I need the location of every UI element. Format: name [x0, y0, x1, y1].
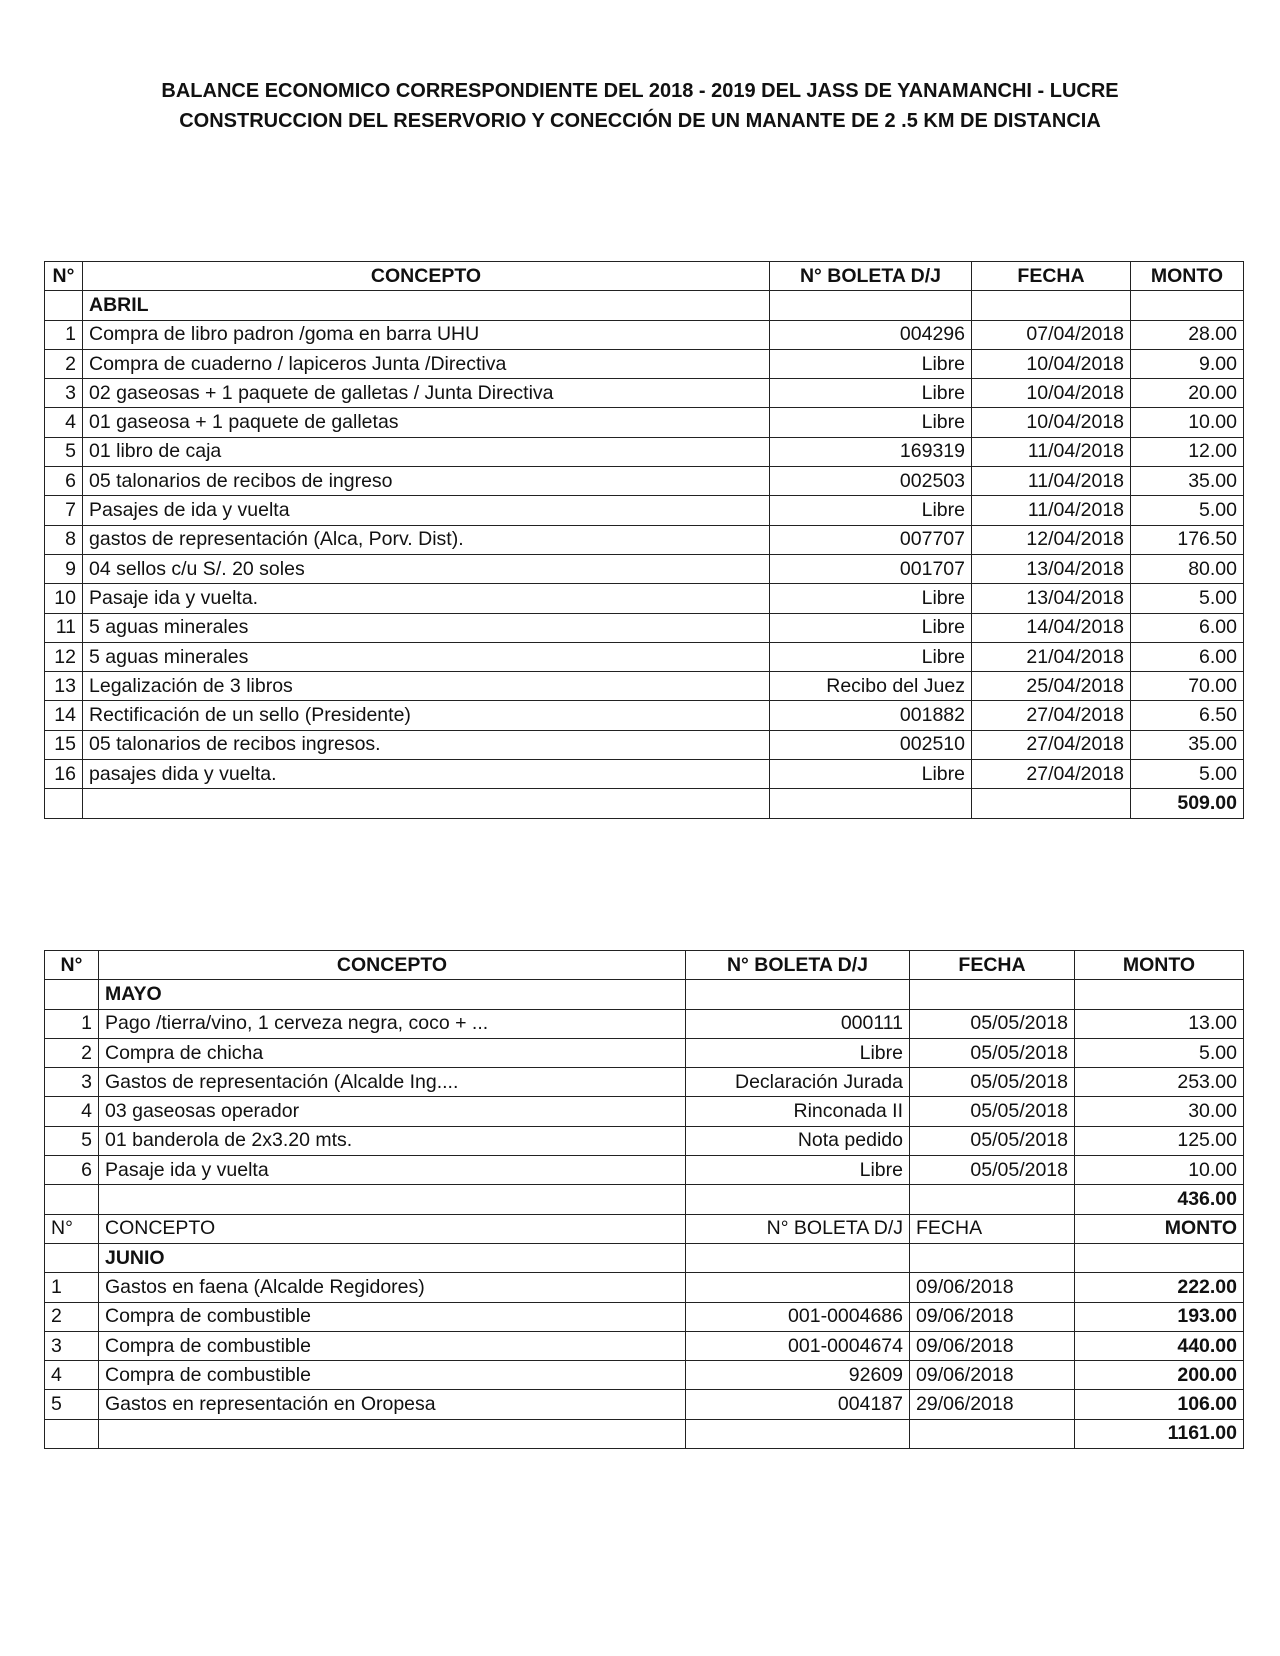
- row-monto: 9.00: [1131, 349, 1244, 378]
- row-monto: 80.00: [1131, 554, 1244, 583]
- row-monto: 35.00: [1131, 730, 1244, 759]
- mayo-junio-table: [44, 950, 1244, 1449]
- row-fecha: 12/04/2018: [972, 525, 1131, 554]
- empty-cell: [45, 1243, 99, 1272]
- header-fecha: FECHA: [972, 262, 1131, 291]
- row-boleta: 004296: [770, 320, 972, 349]
- row-number: 13: [45, 672, 83, 701]
- row-concepto: Compra de libro padron /goma en barra UHU: [83, 320, 770, 349]
- empty-cell: [1075, 1243, 1244, 1272]
- table-row: [45, 760, 1244, 789]
- row-fecha: 27/04/2018: [972, 730, 1131, 759]
- header-boleta: N° BOLETA D/J: [770, 262, 972, 291]
- row-fecha: 09/06/2018: [910, 1273, 1075, 1302]
- row-boleta: 001882: [770, 701, 972, 730]
- total-row: [45, 789, 1244, 818]
- row-monto: 28.00: [1131, 320, 1244, 349]
- row-concepto: Pasaje ida y vuelta: [99, 1156, 686, 1185]
- row-boleta: Libre: [770, 584, 972, 613]
- empty-cell: [910, 1185, 1075, 1214]
- empty-cell: [45, 789, 83, 818]
- row-number: 2: [45, 1038, 99, 1067]
- row-fecha: 09/06/2018: [910, 1302, 1075, 1331]
- table-row: [45, 642, 1244, 671]
- row-concepto: Pago /tierra/vino, 1 cerveza negra, coco + ...: [99, 1009, 686, 1038]
- total-mayo: 436.00: [1075, 1185, 1244, 1214]
- row-concepto: 01 libro de caja: [83, 437, 770, 466]
- row-boleta: Libre: [686, 1038, 910, 1067]
- row-number: 4: [45, 408, 83, 437]
- row-number: 10: [45, 584, 83, 613]
- table-row: [45, 379, 1244, 408]
- row-fecha: 11/04/2018: [972, 496, 1131, 525]
- row-fecha: 07/04/2018: [972, 320, 1131, 349]
- total-abril: 509.00: [1131, 789, 1244, 818]
- row-concepto: Rectificación de un sello (Presidente): [83, 701, 770, 730]
- row-monto: 6.50: [1131, 701, 1244, 730]
- row-boleta: 002503: [770, 467, 972, 496]
- table-row: [45, 701, 1244, 730]
- row-number: 3: [45, 379, 83, 408]
- row-fecha: 14/04/2018: [972, 613, 1131, 642]
- header-concepto: CONCEPTO: [99, 951, 686, 980]
- row-monto: 125.00: [1075, 1126, 1244, 1155]
- table-row: [45, 554, 1244, 583]
- row-concepto: 05 talonarios de recibos ingresos.: [83, 730, 770, 759]
- row-number: 2: [45, 1302, 99, 1331]
- empty-cell: [686, 1185, 910, 1214]
- row-number: 1: [45, 1273, 99, 1302]
- row-monto: 70.00: [1131, 672, 1244, 701]
- table-row: [45, 1302, 1244, 1331]
- total-row: [45, 1419, 1244, 1448]
- header-fecha: FECHA: [910, 951, 1075, 980]
- row-fecha: 10/04/2018: [972, 349, 1131, 378]
- month-label-abril: ABRIL: [83, 291, 770, 320]
- empty-cell: [99, 1419, 686, 1448]
- junio-header-row: [45, 1214, 1244, 1243]
- row-fecha: 29/06/2018: [910, 1390, 1075, 1419]
- row-concepto: gastos de representación (Alca, Porv. Dist).: [83, 525, 770, 554]
- row-number: 15: [45, 730, 83, 759]
- row-fecha: 27/04/2018: [972, 760, 1131, 789]
- row-concepto: 04 sellos c/u S/. 20 soles: [83, 554, 770, 583]
- row-fecha: 09/06/2018: [910, 1331, 1075, 1360]
- row-concepto: 01 banderola de 2x3.20 mts.: [99, 1126, 686, 1155]
- row-concepto: pasajes dida y vuelta.: [83, 760, 770, 789]
- table-row: [45, 1273, 1244, 1302]
- row-monto: 440.00: [1075, 1331, 1244, 1360]
- total-junio: 1161.00: [1075, 1419, 1244, 1448]
- table-row: [45, 1331, 1244, 1360]
- row-fecha: 11/04/2018: [972, 437, 1131, 466]
- empty-cell: [910, 1243, 1075, 1272]
- row-boleta: Libre: [770, 496, 972, 525]
- row-boleta: Libre: [770, 642, 972, 671]
- row-number: 3: [45, 1331, 99, 1360]
- row-number: 5: [45, 1126, 99, 1155]
- month-label-row: [45, 980, 1244, 1009]
- row-fecha: 10/04/2018: [972, 408, 1131, 437]
- row-boleta: [686, 1273, 910, 1302]
- row-boleta: Libre: [770, 349, 972, 378]
- row-boleta: 000111: [686, 1009, 910, 1038]
- empty-cell: [910, 1419, 1075, 1448]
- row-concepto: Gastos en faena (Alcalde Regidores): [99, 1273, 686, 1302]
- row-boleta: 001-0004674: [686, 1331, 910, 1360]
- table-row: [45, 1068, 1244, 1097]
- table-row: [45, 408, 1244, 437]
- table-row: [45, 320, 1244, 349]
- table-row: [45, 1009, 1244, 1038]
- empty-cell: [686, 1419, 910, 1448]
- table-row: [45, 1126, 1244, 1155]
- month-label-row: [45, 1243, 1244, 1272]
- row-boleta: 007707: [770, 525, 972, 554]
- row-number: 9: [45, 554, 83, 583]
- row-boleta: Libre: [770, 613, 972, 642]
- row-fecha: 05/05/2018: [910, 1038, 1075, 1067]
- row-fecha: 13/04/2018: [972, 584, 1131, 613]
- row-concepto: Gastos de representación (Alcalde Ing....: [99, 1068, 686, 1097]
- table-row: [45, 1156, 1244, 1185]
- header-fecha: FECHA: [910, 1214, 1075, 1243]
- table-row: [45, 1097, 1244, 1126]
- row-monto: 13.00: [1075, 1009, 1244, 1038]
- empty-cell: [83, 789, 770, 818]
- row-boleta: 92609: [686, 1361, 910, 1390]
- row-number: 3: [45, 1068, 99, 1097]
- table-row: [45, 584, 1244, 613]
- row-boleta: 002510: [770, 730, 972, 759]
- row-boleta: 004187: [686, 1390, 910, 1419]
- document-title-line-1: BALANCE ECONOMICO CORRESPONDIENTE DEL 2018 - 2019 DEL JASS DE YANAMANCHI - LUCRE: [161, 80, 1119, 102]
- row-number: 12: [45, 642, 83, 671]
- row-fecha: 05/05/2018: [910, 1009, 1075, 1038]
- row-boleta: Declaración Jurada: [686, 1068, 910, 1097]
- row-number: 6: [45, 1156, 99, 1185]
- row-boleta: Recibo del Juez: [770, 672, 972, 701]
- row-monto: 176.50: [1131, 525, 1244, 554]
- total-row: [45, 1185, 1244, 1214]
- table-row: [45, 1361, 1244, 1390]
- empty-cell: [45, 1419, 99, 1448]
- row-concepto: 02 gaseosas + 1 paquete de galletas / Junta Directiva: [83, 379, 770, 408]
- header-concepto: CONCEPTO: [83, 262, 770, 291]
- row-fecha: 27/04/2018: [972, 701, 1131, 730]
- row-fecha: 10/04/2018: [972, 379, 1131, 408]
- header-monto: MONTO: [1131, 262, 1244, 291]
- month-label-mayo: MAYO: [99, 980, 686, 1009]
- row-fecha: 05/05/2018: [910, 1156, 1075, 1185]
- row-number: 1: [45, 320, 83, 349]
- row-concepto: Pasajes de ida y vuelta: [83, 496, 770, 525]
- table-row: [45, 437, 1244, 466]
- row-concepto: 01 gaseosa + 1 paquete de galletas: [83, 408, 770, 437]
- row-monto: 12.00: [1131, 437, 1244, 466]
- row-number: 2: [45, 349, 83, 378]
- row-boleta: 169319: [770, 437, 972, 466]
- row-concepto: 05 talonarios de recibos de ingreso: [83, 467, 770, 496]
- document-title-line-2: CONSTRUCCION DEL RESERVORIO Y CONECCIÓN DE UN MANANTE DE 2 .5 KM DE DISTANCIA: [179, 110, 1101, 132]
- table-row: [45, 467, 1244, 496]
- row-boleta: Nota pedido: [686, 1126, 910, 1155]
- row-boleta: Libre: [686, 1156, 910, 1185]
- row-concepto: 5 aguas minerales: [83, 642, 770, 671]
- row-monto: 253.00: [1075, 1068, 1244, 1097]
- row-concepto: 03 gaseosas operador: [99, 1097, 686, 1126]
- header-monto: MONTO: [1075, 951, 1244, 980]
- row-number: 1: [45, 1009, 99, 1038]
- row-monto: 5.00: [1131, 760, 1244, 789]
- row-monto: 193.00: [1075, 1302, 1244, 1331]
- row-number: 7: [45, 496, 83, 525]
- row-concepto: Gastos en representación en Oropesa: [99, 1390, 686, 1419]
- table-row: [45, 672, 1244, 701]
- row-number: 6: [45, 467, 83, 496]
- row-monto: 200.00: [1075, 1361, 1244, 1390]
- header-boleta: N° BOLETA D/J: [686, 1214, 910, 1243]
- table-row: [45, 730, 1244, 759]
- row-number: 4: [45, 1361, 99, 1390]
- row-concepto: 5 aguas minerales: [83, 613, 770, 642]
- row-monto: 222.00: [1075, 1273, 1244, 1302]
- row-number: 5: [45, 1390, 99, 1419]
- row-monto: 6.00: [1131, 642, 1244, 671]
- row-monto: 5.00: [1075, 1038, 1244, 1067]
- row-number: 16: [45, 760, 83, 789]
- empty-cell: [770, 789, 972, 818]
- row-concepto: Compra de combustible: [99, 1361, 686, 1390]
- row-monto: 6.00: [1131, 613, 1244, 642]
- table-row: [45, 496, 1244, 525]
- row-monto: 5.00: [1131, 496, 1244, 525]
- row-number: 11: [45, 613, 83, 642]
- row-number: 4: [45, 1097, 99, 1126]
- row-boleta: Libre: [770, 379, 972, 408]
- header-n: N°: [45, 951, 99, 980]
- row-boleta: 001-0004686: [686, 1302, 910, 1331]
- row-boleta: 001707: [770, 554, 972, 583]
- row-concepto: Compra de cuaderno / lapiceros Junta /Directiva: [83, 349, 770, 378]
- row-concepto: Pasaje ida y vuelta.: [83, 584, 770, 613]
- header-n: N°: [45, 1214, 99, 1243]
- empty-cell: [686, 1243, 910, 1272]
- table-header-row: [45, 262, 1244, 291]
- row-fecha: 05/05/2018: [910, 1126, 1075, 1155]
- row-boleta: Libre: [770, 760, 972, 789]
- empty-cell: [45, 1185, 99, 1214]
- row-monto: 30.00: [1075, 1097, 1244, 1126]
- row-number: 5: [45, 437, 83, 466]
- row-concepto: Compra de combustible: [99, 1302, 686, 1331]
- row-monto: 10.00: [1131, 408, 1244, 437]
- row-monto: 5.00: [1131, 584, 1244, 613]
- header-monto: MONTO: [1075, 1214, 1244, 1243]
- row-fecha: 13/04/2018: [972, 554, 1131, 583]
- empty-cell: [972, 789, 1131, 818]
- header-boleta: N° BOLETA D/J: [686, 951, 910, 980]
- row-concepto: Compra de chicha: [99, 1038, 686, 1067]
- row-monto: 10.00: [1075, 1156, 1244, 1185]
- table-header-row: [45, 951, 1244, 980]
- row-fecha: 11/04/2018: [972, 467, 1131, 496]
- row-fecha: 25/04/2018: [972, 672, 1131, 701]
- row-number: 8: [45, 525, 83, 554]
- row-number: 14: [45, 701, 83, 730]
- row-concepto: Legalización de 3 libros: [83, 672, 770, 701]
- row-boleta: Rinconada II: [686, 1097, 910, 1126]
- row-boleta: Libre: [770, 408, 972, 437]
- month-label-row: [45, 291, 1244, 320]
- row-fecha: 09/06/2018: [910, 1361, 1075, 1390]
- table-row: [45, 1038, 1244, 1067]
- table-row: [45, 613, 1244, 642]
- empty-cell: [99, 1185, 686, 1214]
- header-concepto: CONCEPTO: [99, 1214, 686, 1243]
- table-row: [45, 349, 1244, 378]
- abril-table: [44, 261, 1244, 819]
- row-concepto: Compra de combustible: [99, 1331, 686, 1360]
- row-fecha: 05/05/2018: [910, 1068, 1075, 1097]
- row-monto: 20.00: [1131, 379, 1244, 408]
- table-row: [45, 1390, 1244, 1419]
- row-monto: 106.00: [1075, 1390, 1244, 1419]
- month-label-junio: JUNIO: [99, 1243, 686, 1272]
- row-monto: 35.00: [1131, 467, 1244, 496]
- row-fecha: 05/05/2018: [910, 1097, 1075, 1126]
- table-row: [45, 525, 1244, 554]
- header-n: N°: [45, 262, 83, 291]
- row-fecha: 21/04/2018: [972, 642, 1131, 671]
